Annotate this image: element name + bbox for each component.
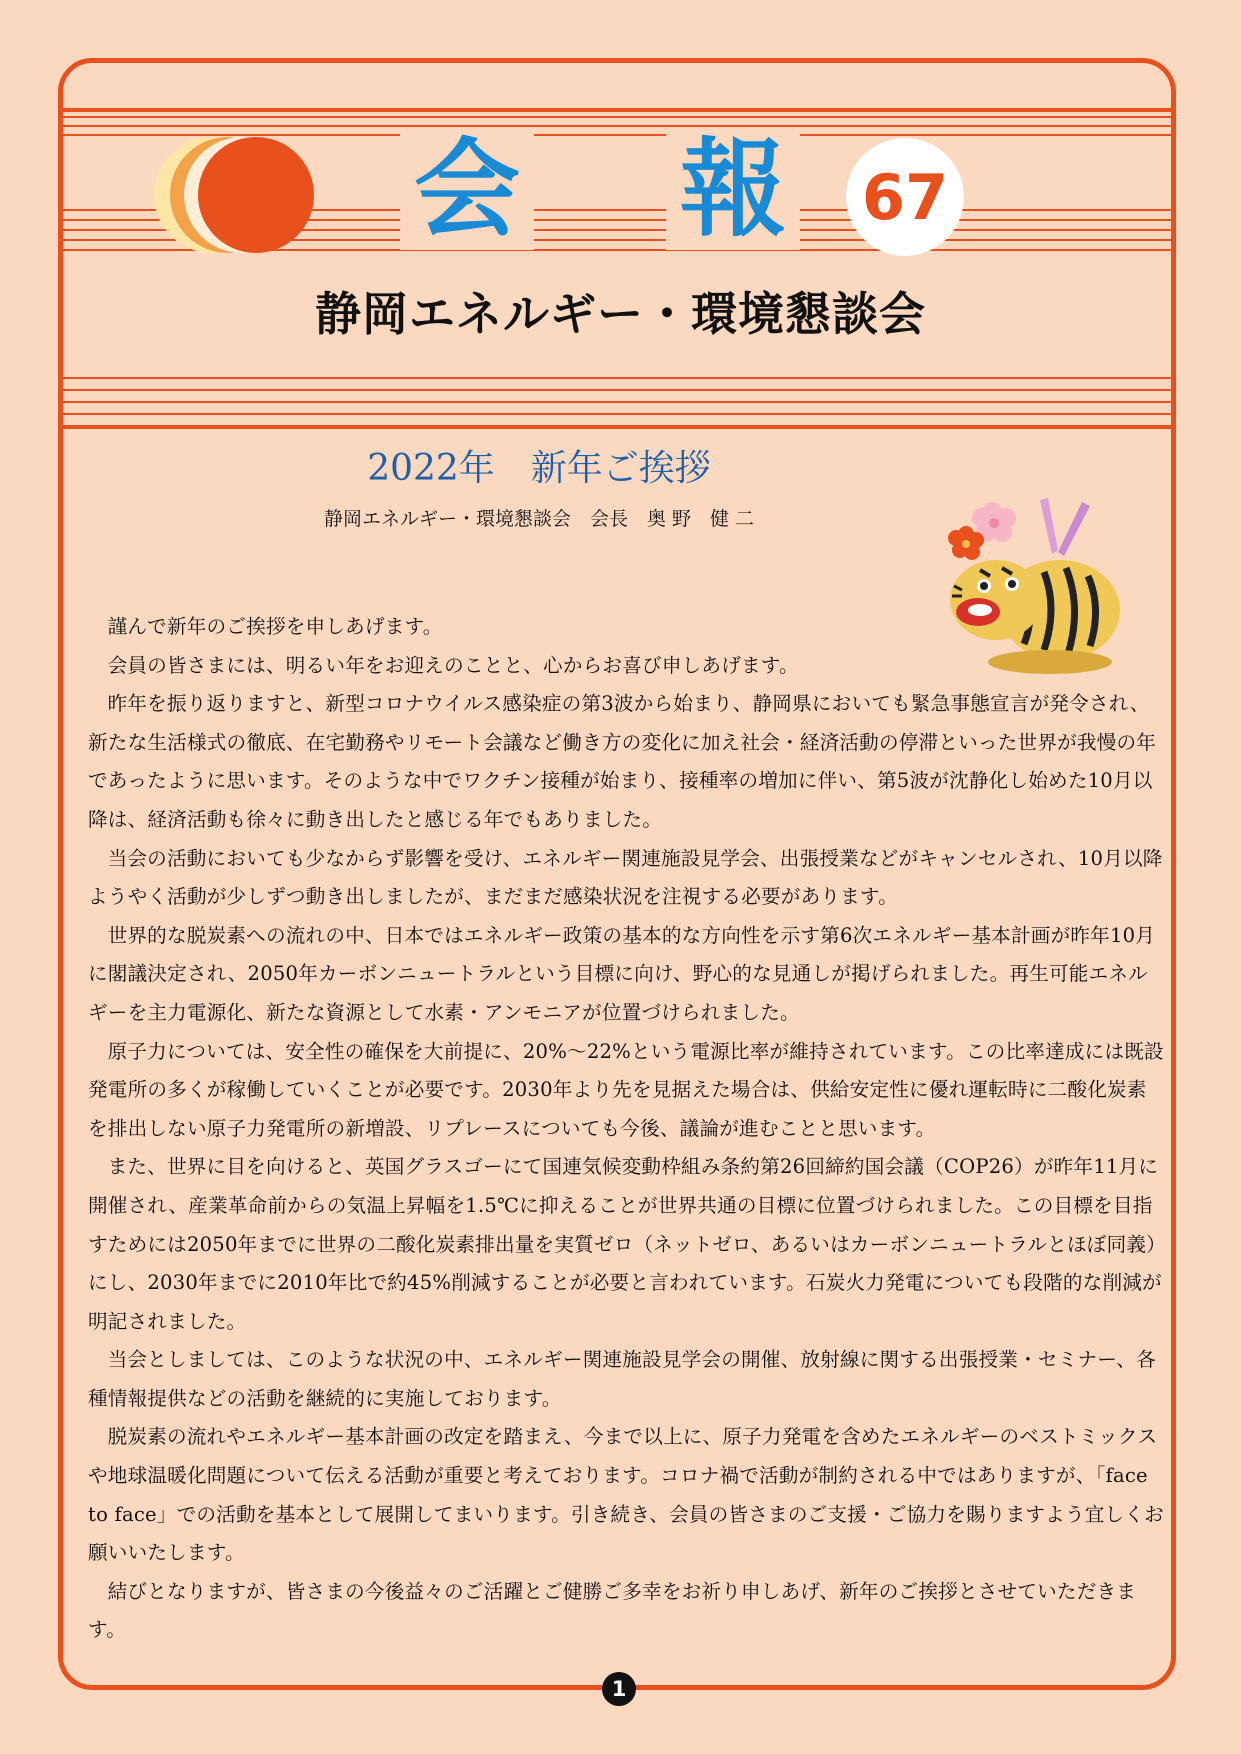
article-byline: 静岡エネルギー・環境懇談会 会長 奥 野 健 二	[323, 508, 755, 530]
title-char-2: 報	[666, 130, 800, 250]
title-char-1: 会	[400, 130, 534, 250]
paragraph: 結びとなりますが、皆さまの今後益々のご活躍とご健勝ご多幸をお祈り申しあげ、新年のご挨拶とさせていただきます。	[88, 1579, 1137, 1642]
paragraph: 昨年を振り返りますと、新型コロナウイルス感染症の第3波から始まり、静岡県においても緊急事態宣言が発令され、新たな生活様式の徹底、在宅勤務やリモート会議など働き方の変化に加え社会・経済活動の停滞といった世界が我慢の年であったように思います。そのような中でワクチン接種が始まり、接種率の増加に伴い、第5波が沈静化し始めた10月以降は、経済活動も徐々に動き出したと感じる年でもありました。	[88, 692, 1157, 831]
paragraph: 謹んで新年のご挨拶を申しあげます。	[107, 615, 443, 638]
paragraph: また、世界に目を向けると、英国グラスゴーにて国連気候変動枠組み条約第26回締約国会議（COP26）が昨年11月に開催され、産業革命前からの気温上昇幅を1.5℃に抑えることが世界共通の目標に位置づけられました。この目標を目指すためには2050年までに世界の二酸化炭素排出量を実質ゼロ（ネットゼロ、あるいはカーボンニュートラルとほぼ同義）にし、2030年までに2010年比で約45%削減することが必要と言われています。石炭火力発電についても段階的な削減が明記されました。	[88, 1155, 1162, 1333]
paragraph: 世界的な脱炭素への流れの中、日本ではエネルギー政策の基本的な方向性を示す第6次エネルギー基本計画が昨年10月に閣議決定され、2050年カーボンニュートラルという目標に向け、野心的な見通しが掲げられました。再生可能エネルギーを主力電源化、新たな資源として水素・アンモニアが位置づけられました。	[88, 923, 1156, 1024]
paragraph: 会員の皆さまには、明るい年をお迎えのことと、心からお喜び申しあげます。	[107, 653, 799, 677]
paragraph: 原子力については、安全性の確保を大前提に、20%～22%という電源比率が維持されています。この比率達成には既設発電所の多くが稼働していくことが必要です。2030年より先を見据えた場合は、供給安定性に優れ運転時に二酸化炭素を排出しない原子力発電所の新増設、リプレースについても今後、議論が進むことと思います。	[88, 1039, 1164, 1140]
issue-number-badge: 67	[846, 138, 964, 256]
page-number: 1	[602, 1672, 636, 1706]
paragraph: 当会の活動においても少なからず影響を受け、エネルギー関連施設見学会、出張授業などがキャンセルされ、10月以降ようやく活動が少しずつ動き出しましたが、まだまだ感染状況を注視する必要があります。	[88, 846, 1163, 909]
sun-logo-icon	[130, 136, 330, 254]
newsletter-title	[400, 120, 800, 260]
paragraph: 脱炭素の流れやエネルギー基本計画の改定を踏まえ、今まで以上に、原子力発電を含めたエネルギーのベストミックスや地球温暖化問題について伝える活動が重要と考えております。コロナ禍で活動が制約される中ではありますが、「face to face」での活動を基本として展開してまいります。引き続き、会員の皆さまのご支援・ご協力を賜りますよう宜しくお願いいたします。	[88, 1425, 1164, 1565]
organization-name: 静岡エネルギー・環境懇談会	[315, 287, 926, 341]
paragraph: 当会としましては、このような状況の中、エネルギー関連施設見学会の開催、放射線に関する出張授業・セミナー、各種情報提供などの活動を継続的に実施しております。	[88, 1348, 1156, 1410]
article-body	[88, 608, 1164, 1650]
article-title: 2022年 新年ご挨拶	[367, 448, 711, 489]
